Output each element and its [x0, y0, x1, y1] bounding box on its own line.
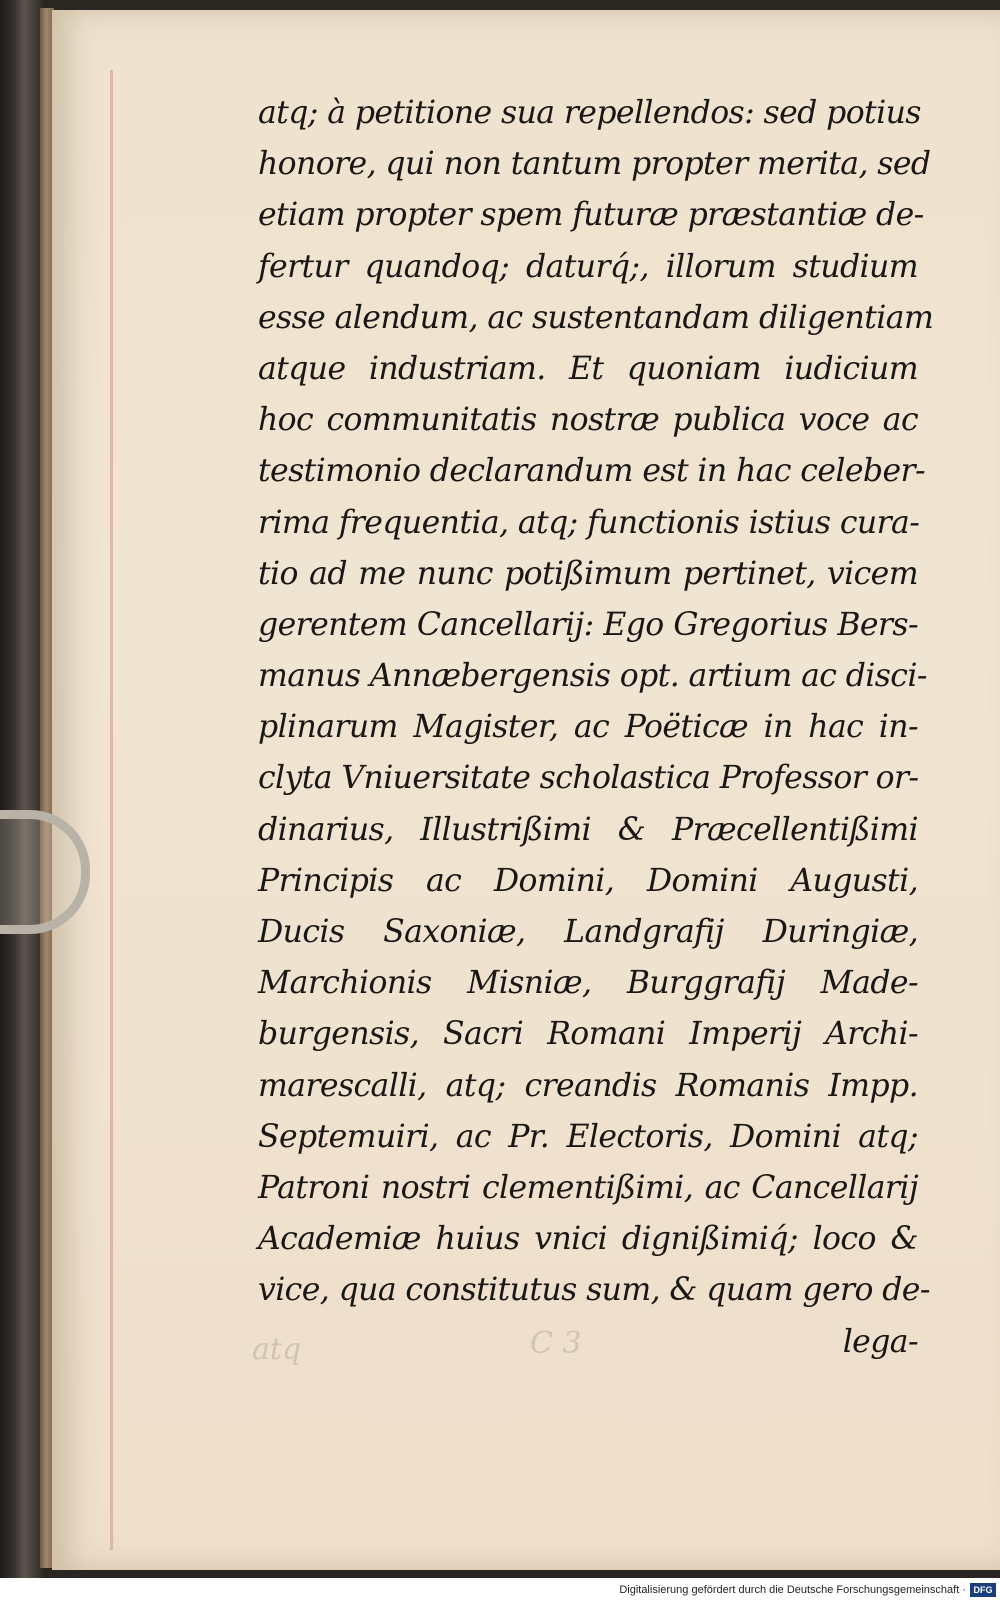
text-line: honore, qui non tantum propter merita, sed: [258, 146, 931, 183]
page-text-block: [258, 88, 934, 1368]
text-line: Marchionis Misniæ, Burggrafij Made-: [258, 965, 918, 1002]
text-line: burgensis, Sacri Romani Imperij Archi-: [258, 1016, 918, 1053]
bleed-through-text: C 3: [530, 1326, 582, 1361]
text-line: manus Annæbergensis opt. artium ac disci-: [258, 658, 927, 695]
text-line: clyta Vniuersitate scholastica Professor or-: [258, 760, 919, 797]
text-line: fertur quandoq; daturq́;, illorum studium: [258, 248, 918, 285]
text-line: Septemuiri, ac Pr. Electoris, Domini atq;: [258, 1118, 918, 1155]
text-line: gerentem Cancellarij: Ego Gregorius Bers-: [258, 606, 918, 643]
text-line: hoc communitatis nostræ publica voce ac: [258, 402, 918, 439]
text-line: marescalli, atq; creandis Romanis Impp.: [258, 1067, 918, 1104]
bleed-through-text: atq: [252, 1332, 302, 1367]
text-line: atque industriam. Et quoniam iudicium: [258, 350, 918, 387]
funding-credit: Digitalisierung gefördert durch die Deutsche Forschungsgemeinschaft ·: [619, 1584, 966, 1596]
text-line: rima frequentia, atq; functionis istius cura-: [258, 504, 920, 541]
text-line: Academiæ huius vnici dignißimiq́; loco &: [258, 1221, 918, 1258]
text-line: etiam propter spem futuræ præstantiæ de-: [258, 197, 924, 234]
text-line: Principis ac Domini, Domini Augusti,: [258, 862, 918, 899]
text-line: vice, qua constitutus sum, & quam gero de-: [258, 1272, 930, 1309]
text-line: Patroni nostri clementißimi, ac Cancellarij: [258, 1169, 918, 1206]
text-line: plinarum Magister, ac Poëticæ in hac in-: [258, 709, 918, 746]
footer-bar: [0, 1578, 1000, 1604]
catchword: lega-: [842, 1323, 918, 1360]
book-spine: [0, 0, 44, 1578]
margin-rule: [110, 70, 113, 1550]
text-line: atq; à petitione sua repellendos: sed potius: [258, 95, 921, 131]
text-line: Ducis Saxoniæ, Landgrafij Duringiæ,: [258, 914, 918, 950]
text-line: tio ad me nunc potißimum pertinet, vicem: [258, 555, 918, 592]
text-line: testimonio declarandum est in hac celeber-: [258, 453, 926, 490]
dfg-logo: DFG: [970, 1583, 996, 1597]
text-line: esse alendum, ac sustentandam diligentiam: [258, 299, 934, 336]
text-line: dinarius, Illustrißimi & Præcellentißimi: [258, 811, 918, 848]
